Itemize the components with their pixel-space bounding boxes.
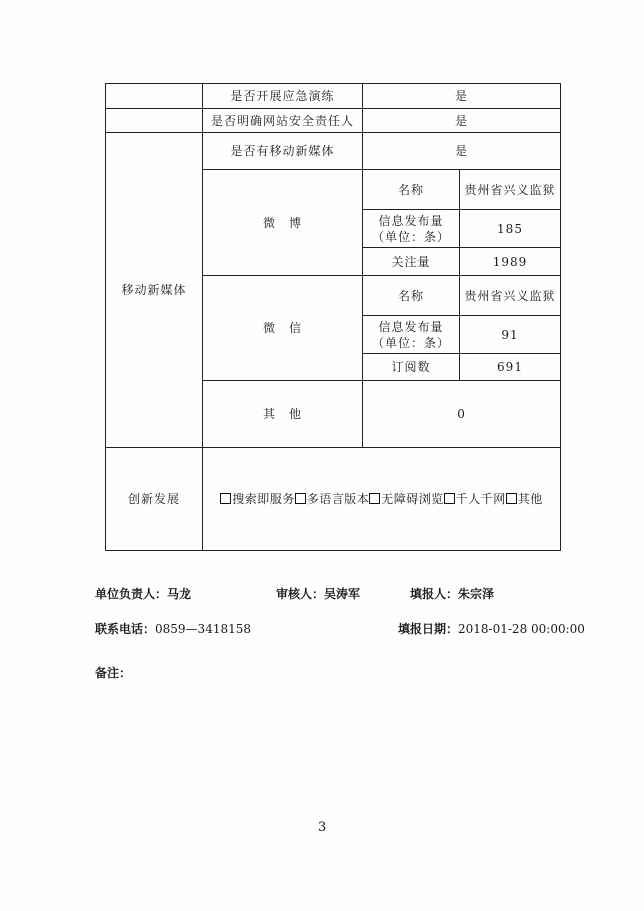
checkbox-search-service[interactable]: [220, 493, 231, 504]
reviewer-label: 审核人：: [276, 587, 325, 601]
option-accessibility: 无障碍浏览: [381, 492, 444, 506]
date-label: 填报日期：: [398, 622, 459, 636]
date-value: 2018-01-28 00:00:00: [458, 622, 585, 636]
notes-label: 备注：: [95, 666, 132, 680]
option-search-service: 搜索即服务: [232, 492, 295, 506]
innovation-label: 创新发展: [106, 448, 203, 551]
phone-label: 联系电话：: [95, 622, 156, 636]
mobile-media-section-label: 移动新媒体: [106, 133, 203, 448]
checkbox-accessibility[interactable]: [369, 493, 380, 504]
unit-head-label: 单位负责人：: [95, 587, 168, 601]
reviewer: [276, 585, 360, 602]
wechat-name-value: 贵州省兴义监狱: [460, 276, 561, 316]
contact-phone: [95, 620, 251, 637]
responsible-label: 是否明确网站安全责任人: [203, 109, 363, 133]
has-mobile-value: 是: [363, 133, 561, 170]
wechat-name-label: 名称: [363, 276, 460, 316]
weibo-posts-value: 185: [460, 210, 561, 248]
wechat-label: 微 信: [203, 276, 363, 381]
has-mobile-label: 是否有移动新媒体: [203, 133, 363, 170]
option-personalized: 千人千网: [455, 492, 506, 506]
empty-category-cell: [106, 109, 203, 133]
fill-date: [398, 620, 585, 637]
innovation-options: [203, 448, 561, 551]
checkbox-other[interactable]: [506, 493, 517, 504]
drill-value: 是: [363, 84, 561, 109]
checkbox-personalized[interactable]: [444, 493, 455, 504]
notes: [95, 664, 131, 681]
filler: [410, 585, 494, 602]
unit-head: [95, 585, 191, 602]
phone-value: 0859—3418158: [155, 622, 251, 636]
weibo-name-label: 名称: [363, 170, 460, 210]
wechat-subscribers-value: 691: [460, 354, 561, 381]
other-label: 其 他: [203, 381, 363, 448]
checkbox-multi-language[interactable]: [295, 493, 306, 504]
report-table: [105, 83, 561, 551]
filler-value: 朱宗泽: [458, 587, 495, 601]
page-number: 3: [318, 820, 327, 835]
weibo-posts-label: 信息发布量（单位：条）: [363, 210, 460, 248]
weibo-label: 微 博: [203, 170, 363, 276]
filler-label: 填报人：: [410, 587, 459, 601]
wechat-posts-label: 信息发布量（单位：条）: [363, 316, 460, 354]
option-other: 其他: [517, 492, 543, 506]
other-value: 0: [363, 381, 561, 448]
empty-category-cell: [106, 84, 203, 109]
wechat-subscribers-label: 订阅数: [363, 354, 460, 381]
weibo-followers-label: 关注量: [363, 248, 460, 276]
weibo-followers-value: 1989: [460, 248, 561, 276]
responsible-value: 是: [363, 109, 561, 133]
weibo-name-value: 贵州省兴义监狱: [460, 170, 561, 210]
wechat-posts-value: 91: [460, 316, 561, 354]
drill-label: 是否开展应急演练: [203, 84, 363, 109]
unit-head-value: 马龙: [167, 587, 192, 601]
reviewer-value: 吴涛军: [324, 587, 361, 601]
option-multi-language: 多语言版本: [306, 492, 370, 506]
